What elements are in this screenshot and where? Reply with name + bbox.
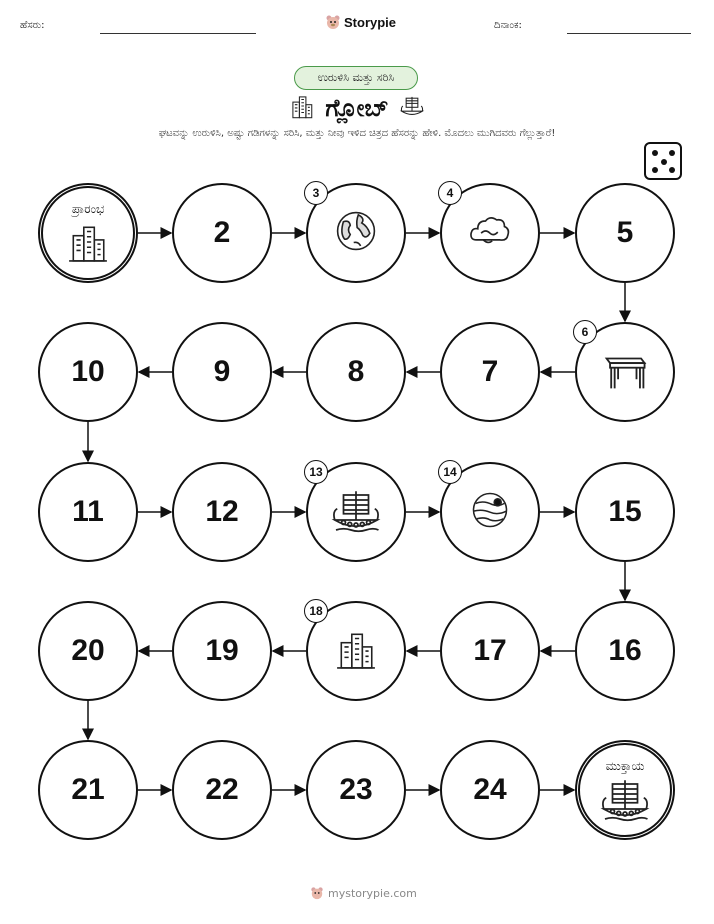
space-number: 22 xyxy=(205,773,239,806)
space-number: 20 xyxy=(71,634,105,667)
space-number: 15 xyxy=(608,495,642,528)
roll-and-move-badge: ಉರುಳಿಸಿ ಮತ್ತು ಸರಿಸಿ xyxy=(294,66,418,90)
brand-name: Storypie xyxy=(344,14,397,30)
board-space-17 xyxy=(440,601,540,701)
city-icon xyxy=(67,221,109,267)
board-space-21 xyxy=(38,740,138,840)
space-number: 9 xyxy=(213,355,231,388)
instructions: ಘಟವನ್ನು ಉರುಳಿಸಿ, ಅಷ್ಟು ಗಡಿಗಳನ್ನು ಸರಿಸಿ, ಮತ್ತು ನೀವು ಇಳಿದ ಚಿತ್ರದ ಹೆಸರನ್ನು ಹೇಳಿ. ಮೊದಲು ಮುಗಿದವರು ಗೆಲ್ಲುತ್ತಾರೆ! xyxy=(158,128,556,139)
space-number: 19 xyxy=(205,634,239,667)
board-space-9 xyxy=(172,322,272,422)
space-number-badge: 6 xyxy=(573,320,597,344)
board-space-22 xyxy=(172,740,272,840)
space-number-badge: 18 xyxy=(304,599,328,623)
globe-icon xyxy=(333,208,379,258)
space-number: 24 xyxy=(473,773,507,806)
table-icon xyxy=(602,349,648,395)
space-number: 11 xyxy=(72,495,104,528)
board-space-15 xyxy=(575,462,675,562)
board-space-5 xyxy=(575,183,675,283)
space-number: 21 xyxy=(71,773,105,806)
space-number: 12 xyxy=(205,495,239,528)
space-number: 17 xyxy=(473,634,507,667)
footer xyxy=(310,886,417,900)
mascot-icon xyxy=(310,886,324,900)
board-space-19 xyxy=(172,601,272,701)
space-number: 23 xyxy=(339,773,373,806)
finish-label: ಮುಕ್ತಾಯ xyxy=(605,759,645,773)
board-space-12 xyxy=(172,462,272,562)
date-label: ದಿನಾಂಕ: xyxy=(494,20,522,31)
name-label: ಹೆಸರು: xyxy=(20,20,45,31)
city-icon xyxy=(335,628,377,674)
space-number: 2 xyxy=(213,216,231,249)
viking-ship-icon xyxy=(600,776,650,826)
board-space-24 xyxy=(440,740,540,840)
space-number: 10 xyxy=(71,355,105,388)
board-space-8 xyxy=(306,322,406,422)
space-number: 8 xyxy=(347,355,365,388)
space-number: 5 xyxy=(616,216,634,249)
board-space-2 xyxy=(172,183,272,283)
space-number-badge: 3 xyxy=(304,181,328,205)
start-label: ಪ್ರಾರಂಭ xyxy=(71,202,105,216)
board-space-16 xyxy=(575,601,675,701)
board-space-23 xyxy=(306,740,406,840)
board-space-10 xyxy=(38,322,138,422)
space-number-badge: 4 xyxy=(438,181,462,205)
board-space-1 xyxy=(38,183,138,283)
cloud-icon xyxy=(467,211,513,255)
viking-ship-icon xyxy=(331,487,381,537)
board-space-11 xyxy=(38,462,138,562)
footer-site: mystorypie.com xyxy=(328,886,417,900)
board-space-25 xyxy=(575,740,675,840)
board-space-7 xyxy=(440,322,540,422)
planet-icon xyxy=(468,488,512,536)
board-space-20 xyxy=(38,601,138,701)
space-number-badge: 13 xyxy=(304,460,328,484)
space-number: 16 xyxy=(608,634,642,667)
title-text: ಗ್ಲೋಬ್ xyxy=(325,94,389,122)
space-number-badge: 14 xyxy=(438,460,462,484)
space-number: 7 xyxy=(481,355,499,388)
